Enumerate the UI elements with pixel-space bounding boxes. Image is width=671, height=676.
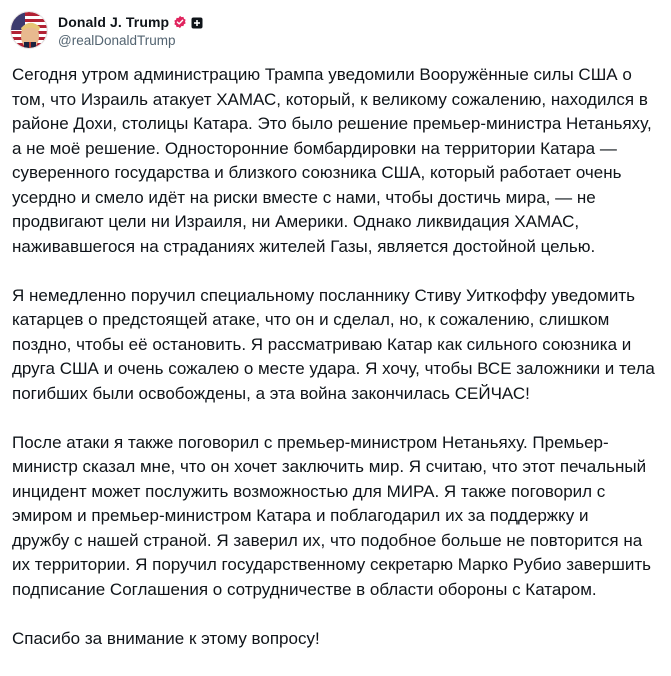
- post-paragraph: Я немедленно поручил специальному посланнику Стиву Уиткоффу уведомить катарцев о предстоящей атаке, что он и сделал, но, к сожалению, слишком поздно, чтобы её остановить. Я рассматриваю Катар как сильного союзника и друга США и очень сожалею о месте удара. Я хочу, чтобы ВСЕ заложники и тела погибших были освобождены, а эта война закончилась СЕЙЧАС!: [12, 285, 655, 403]
- avatar-image: [11, 12, 47, 48]
- government-affiliation-icon: [191, 16, 203, 28]
- post-text: [12, 63, 664, 676]
- name-row: [58, 12, 203, 32]
- post-paragraph: Сегодня утром администрацию Трампа уведомили Вооружённые силы США о том, что Израиль атакует ХАМАС, который, к великому сожалению, находился в районе Дохи, столицы Катара. Это было решение премьер-министра Нетаньяху, а не моё решение. Односторонние бомбардировки на территории Катара — суверенного государства и близкого союзника США, который работает очень усердно и смело идёт на риски вместе с нами, чтобы достичь мира, — не продвигают цели ни Израиля, ни Америки. Однако ликвидация ХАМАС, наживавшегося на страданиях жителей Газы, является достойной целью.: [12, 65, 652, 256]
- avatar[interactable]: [10, 11, 48, 49]
- post-header: [10, 10, 203, 50]
- display-name[interactable]: Donald J. Trump: [58, 14, 170, 30]
- post-paragraph: Спасибо за внимание к этому вопросу!: [12, 628, 320, 648]
- post-paragraph: После атаки я также поговорил с премьер-министром Нетаньяху. Премьер- министр сказал мне, что он хочет заключить мир. Я считаю, что этот печальный инцидент может послужить возможностью для МИРА. Я также поговорил с эмиром и премьер-министром Катара и поблагодарил их за поддержку и дружбу с нашей страной. Я заверил их, что подобное больше не повторится на их территории. Я поручил государственному секретарю Марко Рубио завершить подписание Соглашения о сотрудничестве в области обороны с Катаром.: [12, 432, 651, 599]
- handle[interactable]: @realDonaldTrump: [58, 33, 176, 48]
- author-block: [58, 12, 203, 48]
- verified-badge-icon: [173, 15, 187, 29]
